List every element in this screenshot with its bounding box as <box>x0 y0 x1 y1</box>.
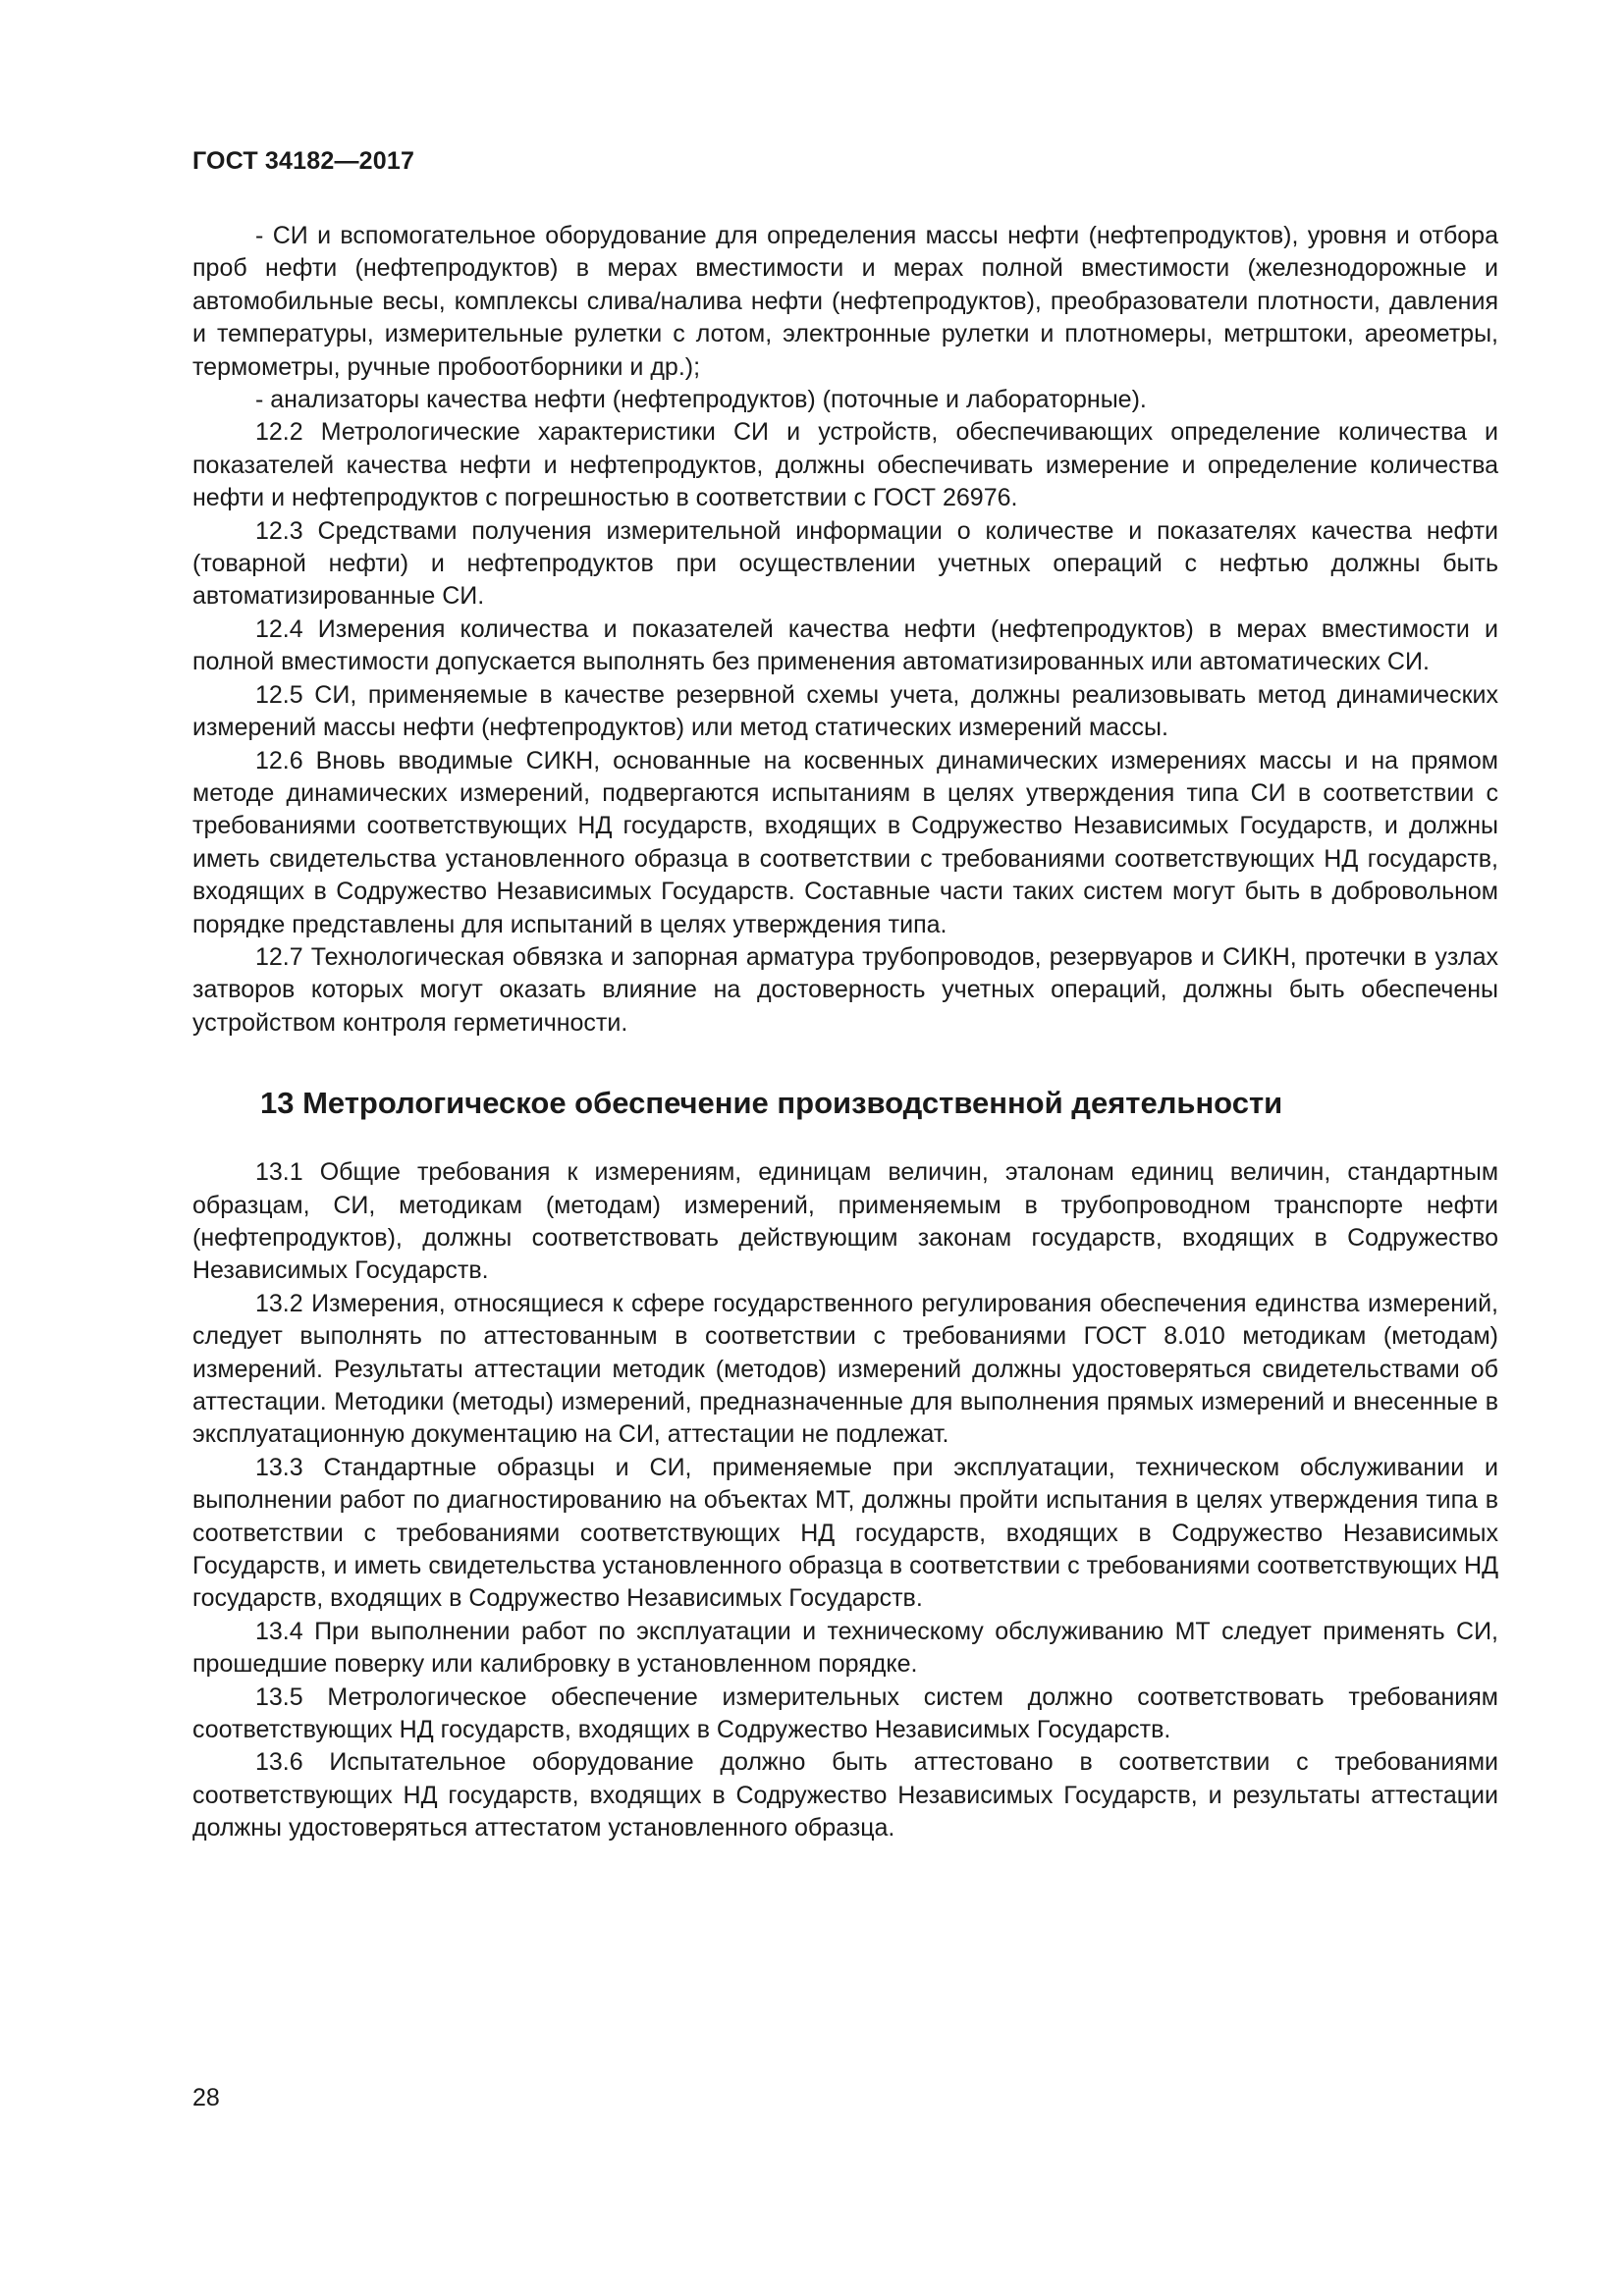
paragraph-13-4: 13.4 При выполнении работ по эксплуатации и техническому обслуживанию МТ следует применять СИ, прошедшие поверку или калибровку в установленном порядке. <box>192 1617 1498 1679</box>
paragraph-13-2: 13.2 Измерения, относящиеся к сфере государственного регулирования обеспечения единства измерений, следует выполнять по аттестованным в соответствии с требованиями ГОСТ 8.010 методикам (методам) измерений. Результаты аттестации методик (методов) измерений должны удостоверяться свидетельствами об аттестации. Методики (методы) измерений, предназначенные для выполнения прямых измерений и внесенные в эксплуатационную документацию на СИ, аттестации не подлежат. <box>192 1289 1498 1449</box>
paragraph-12-2: 12.2 Метрологические характеристики СИ и устройств, обеспечивающих определение количества и показателей качества нефти и нефтепродуктов, должны обеспечивать измерение и определение количества нефти и нефтепродуктов с погрешностью в соответствии с ГОСТ 26976. <box>192 418 1498 512</box>
paragraph-list-item-equipment: - СИ и вспомогательное оборудование для определения массы нефти (нефтепродуктов), уровня и отбора проб нефти (нефтепродуктов) в мерах вместимости и мерах полной вместимости (железнодорожные и автомобильные весы, комплексы слива/налива нефти (нефтепродуктов), преобразователи плотности, давления и температуры, измерительные рулетки с лотом, электронные рулетки и плотномеры, метрштоки, ареометры, термометры, ручные пробоотборники и др.); <box>192 222 1498 381</box>
page-header: ГОСТ 34182—2017 <box>192 147 415 175</box>
paragraph-12-4: 12.4 Измерения количества и показателей качества нефти (нефтепродуктов) в мерах вместимости и полной вместимости допускается выполнять без применения автоматизированных или автоматических СИ. <box>192 614 1498 676</box>
section-heading-13: 13 Метрологическое обеспечение производственной деятельности <box>260 1086 1283 1121</box>
document-body <box>192 220 1498 1845</box>
paragraph-12-3: 12.3 Средствами получения измерительной информации о количестве и показателях качества нефти (товарной нефти) и нефтепродуктов при осуществлении учетных операций с нефтью должны быть автоматизированные СИ. <box>192 516 1498 611</box>
paragraph-list-item-analyzers: - анализаторы качества нефти (нефтепродуктов) (поточные и лабораторные). <box>255 386 1147 414</box>
paragraph-12-5: 12.5 СИ, применяемые в качестве резервной схемы учета, должны реализовывать метод динамических измерений массы нефти (нефтепродуктов) или метод статических измерений массы. <box>192 680 1498 742</box>
paragraph-12-7: 12.7 Технологическая обвязка и запорная арматура трубопроводов, резервуаров и СИКН, протечки в узлах затворов которых могут оказать влияние на достоверность учетных операций, должны быть обеспечены устройством контроля герметичности. <box>192 942 1498 1037</box>
paragraph-13-1: 13.1 Общие требования к измерениям, единицам величин, эталонам единиц величин, стандартным образцам, СИ, методикам (методам) измерений, применяемым в трубопроводном транспорте нефти (нефтепродуктов), должны соответствовать действующим законам государств, входящих в Содружество Независимых Государств. <box>192 1158 1498 1285</box>
paragraph-13-3: 13.3 Стандартные образцы и СИ, применяемые при эксплуатации, техническом обслуживании и выполнении работ по диагностированию на объектах МТ, должны пройти испытания в целях утверждения типа в соответствии с требованиями соответствующих НД государств, входящих в Содружество Независимых Государств, и иметь свидетельства установленного образца в соответствии с требованиями соответствующих НД государств, входящих в Содружество Независимых Государств. <box>192 1453 1498 1613</box>
page-number: 28 <box>192 2084 220 2111</box>
paragraph-13-6: 13.6 Испытательное оборудование должно быть аттестовано в соответствии с требованиями соответствующих НД государств, входящих в Содружество Независимых Государств, и результаты аттестации должны удостоверяться аттестатом установленного образца. <box>192 1748 1498 1842</box>
paragraph-13-5: 13.5 Метрологическое обеспечение измерительных систем должно соответствовать требованиям соответствующих НД государств, входящих в Содружество Независимых Государств. <box>192 1682 1498 1744</box>
paragraph-12-6: 12.6 Вновь вводимые СИКН, основанные на косвенных динамических измерениях массы и на прямом методе динамических измерений, подвергаются испытаниям в целях утверждения типа СИ в соответствии с требованиями соответствующих НД государств, входящих в Содружество Независимых Государств, и должны иметь свидетельства установленного образца в соответствии с требованиями соответствующих НД государств, входящих в Содружество Независимых Государств. Составные части таких систем могут быть в добровольном порядке представлены для испытаний в целях утверждения типа. <box>192 746 1498 938</box>
